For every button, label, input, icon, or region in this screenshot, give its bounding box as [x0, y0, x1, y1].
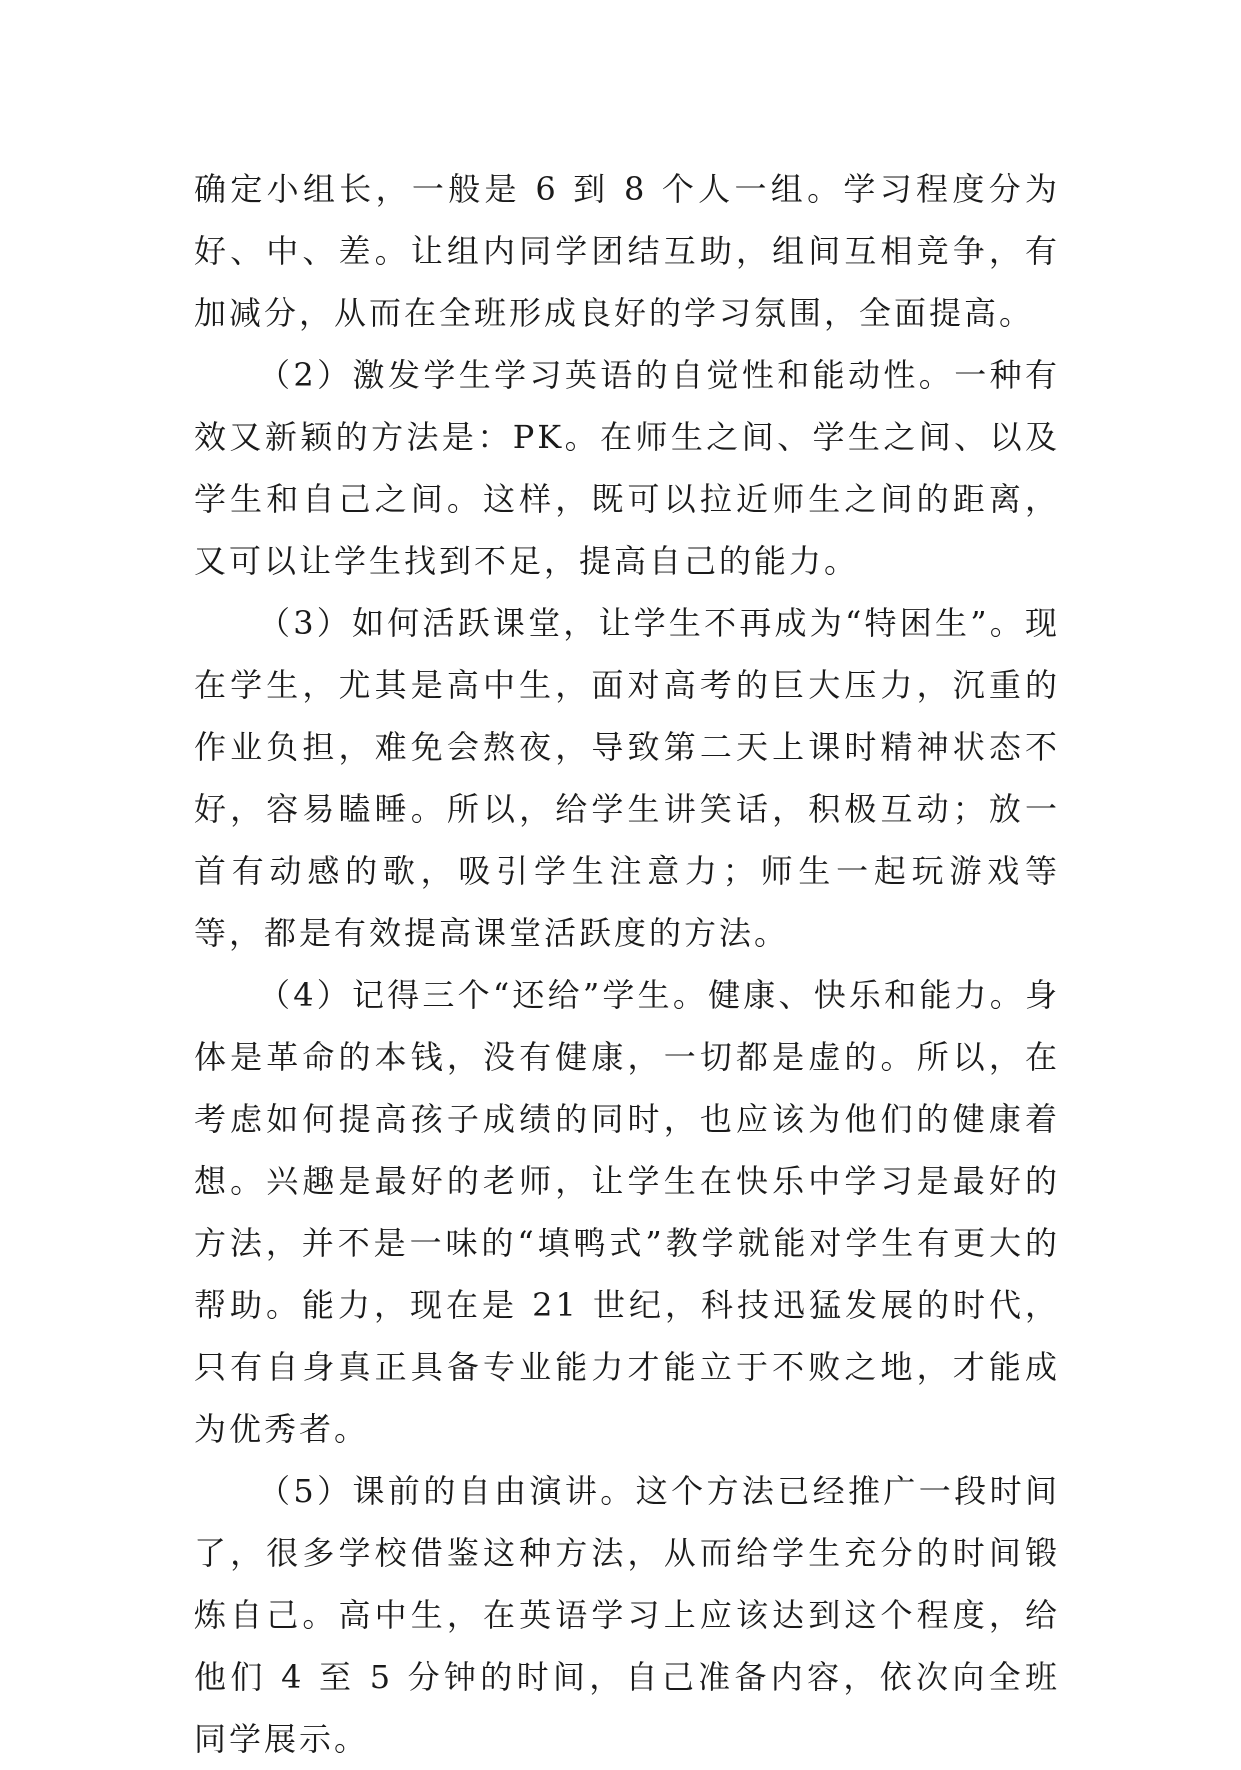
paragraph-group-leader: 确定小组长，一般是 6 到 8 个人一组。学习程度分为好、中、差。让组内同学团结互助，组间互相竞争，有加减分，从而在全班形成良好的学习氛围，全面提高。 [194, 170, 1060, 332]
document-body [194, 158, 1060, 1770]
paragraph-item-4: （4）记得三个“还给”学生。健康、快乐和能力。身体是革命的本钱，没有健康，一切都是虚的。所以，在考虑如何提高孩子成绩的同时，也应该为他们的健康着想。兴趣是最好的老师，让学生在快乐中学习是最好的方法，并不是一味的“填鸭式”教学就能对学生有更大的帮助。能力，现在是 21 世纪，科技迅猛发展的时代，只有自身真正具备专业能力才能立于不败之地，才能成为优秀者。 [194, 976, 1060, 1448]
paragraph-item-5: （5）课前的自由演讲。这个方法已经推广一段时间了，很多学校借鉴这种方法，从而给学生充分的时间锻炼自己。高中生，在英语学习上应该达到这个程度，给他们 4 至 5 分钟的时间，自己准备内容，依次向全班同学展示。 [194, 1472, 1060, 1758]
paragraph-item-2: （2）激发学生学习英语的自觉性和能动性。一种有效又新颖的方法是：PK。在师生之间、学生之间、以及学生和自己之间。这样，既可以拉近师生之间的距离，又可以让学生找到不足，提高自己的能力。 [194, 356, 1060, 580]
paragraph-item-3: （3）如何活跃课堂，让学生不再成为“特困生”。现在学生，尤其是高中生，面对高考的巨大压力，沉重的作业负担，难免会熬夜，导致第二天上课时精神状态不好，容易瞌睡。所以，给学生讲笑话，积极互动；放一首有动感的歌，吸引学生注意力；师生一起玩游戏等等，都是有效提高课堂活跃度的方法。 [194, 604, 1060, 952]
